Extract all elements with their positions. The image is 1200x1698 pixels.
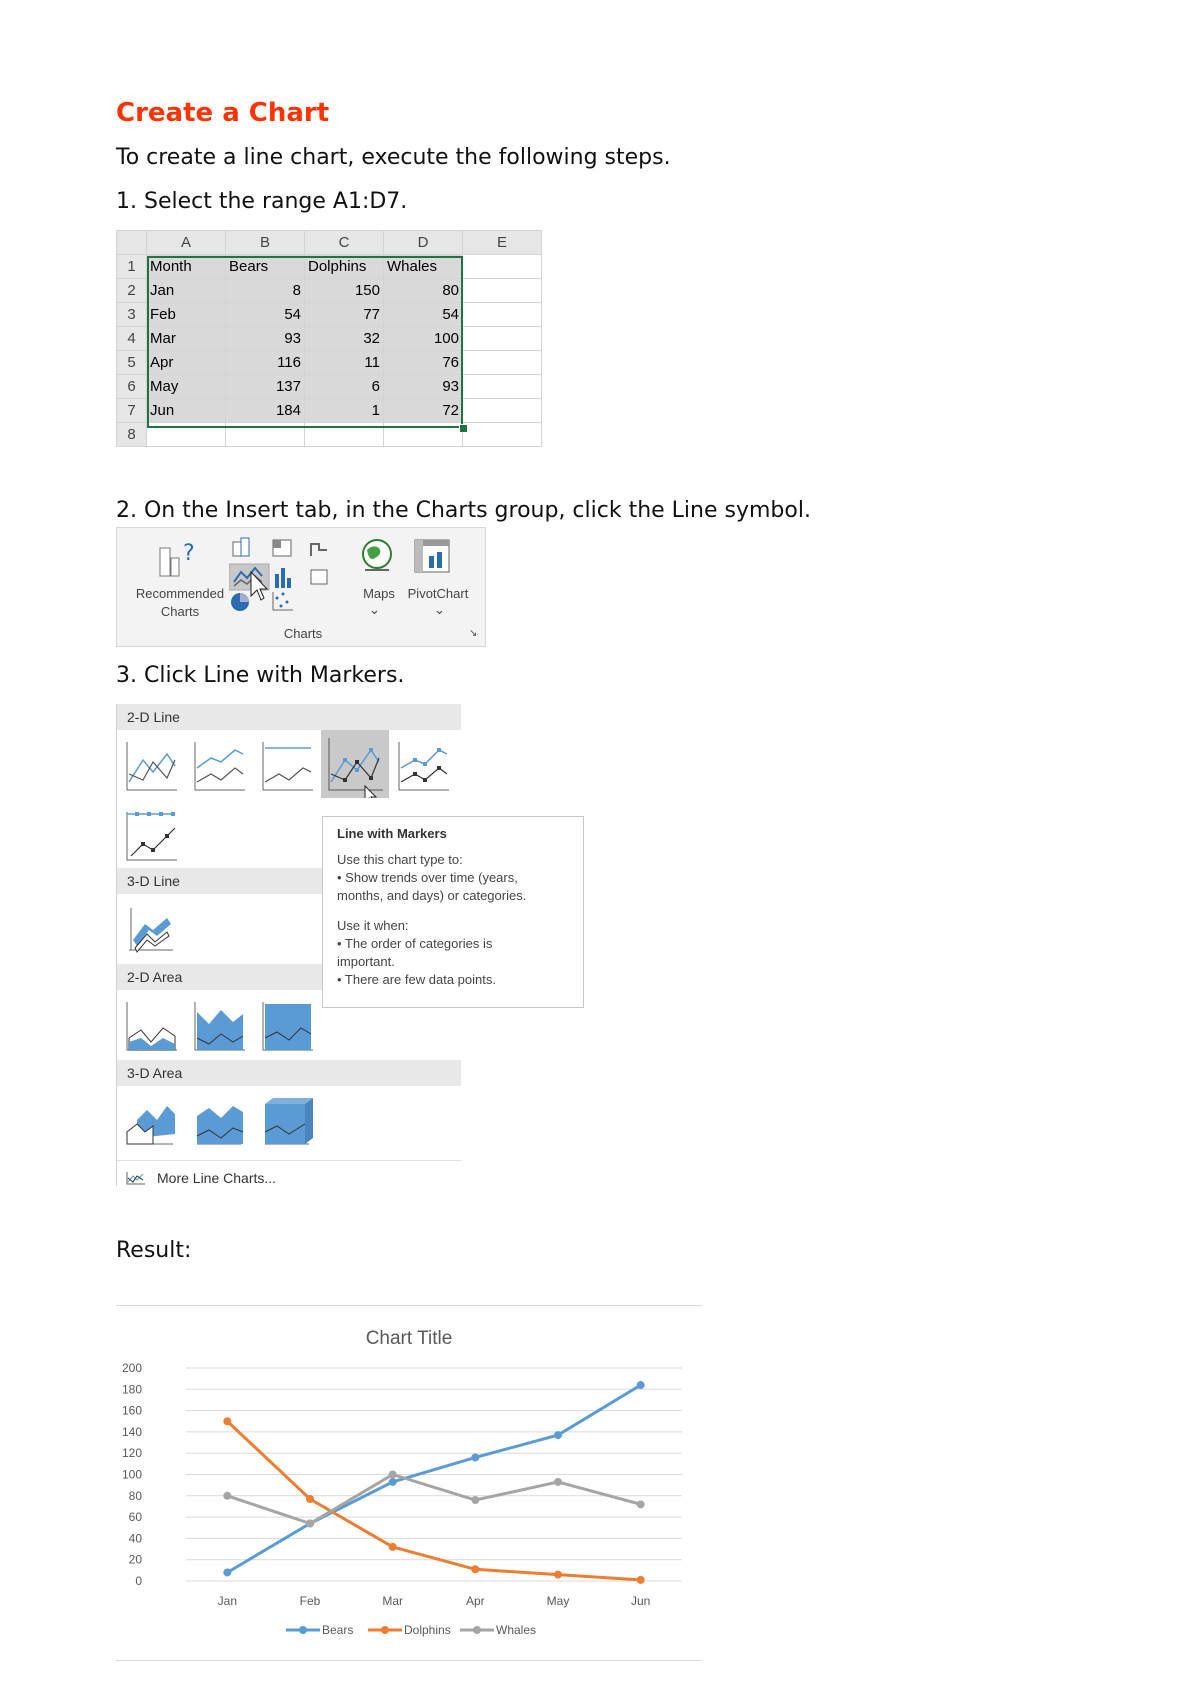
- select-all-corner[interactable]: [117, 231, 147, 255]
- cell[interactable]: 100: [384, 327, 463, 351]
- column-header-a[interactable]: A: [147, 231, 226, 255]
- section-3d-line: 3-D Line: [117, 868, 461, 894]
- cell[interactable]: [463, 423, 542, 447]
- data-point-whales: [223, 1492, 231, 1500]
- cell[interactable]: 137: [226, 375, 305, 399]
- cell[interactable]: 1: [305, 399, 384, 423]
- result-chart-area: [116, 1305, 702, 1661]
- cell[interactable]: 11: [305, 351, 384, 375]
- cell[interactable]: 72: [384, 399, 463, 423]
- area-chart-icon[interactable]: [123, 998, 179, 1054]
- cell[interactable]: [463, 327, 542, 351]
- 3d-area-chart-icon[interactable]: [123, 1092, 179, 1148]
- line-with-markers-tooltip: [322, 816, 584, 1008]
- line-chart-icon[interactable]: [123, 738, 179, 794]
- data-point-bears: [554, 1431, 562, 1439]
- cell[interactable]: 77: [305, 303, 384, 327]
- cell[interactable]: Month: [147, 255, 226, 279]
- y-tick-label: 60: [128, 1510, 142, 1525]
- row-header[interactable]: 4: [117, 327, 147, 351]
- row-header[interactable]: 1: [117, 255, 147, 279]
- 3d-100-stacked-area-chart-icon[interactable]: [259, 1092, 315, 1148]
- tooltip-title: Line with Markers: [337, 826, 447, 841]
- y-tick-label: 140: [121, 1424, 142, 1439]
- data-point-dolphins: [554, 1571, 562, 1579]
- cell[interactable]: 76: [384, 351, 463, 375]
- cell[interactable]: 184: [226, 399, 305, 423]
- legend-marker: [473, 1626, 481, 1634]
- data-point-whales: [554, 1478, 562, 1486]
- row-header[interactable]: 3: [117, 303, 147, 327]
- recommended-charts-icon[interactable]: [157, 538, 203, 578]
- step-1-text: 1. Select the range A1:D7.: [116, 189, 408, 214]
- legend-marker: [299, 1626, 307, 1634]
- more-line-charts-link[interactable]: More Line Charts...: [157, 1170, 277, 1186]
- tooltip-line: Use this chart type to:: [337, 852, 463, 867]
- series-line-whales: [227, 1475, 640, 1524]
- cell[interactable]: 80: [384, 279, 463, 303]
- y-tick-label: 180: [121, 1382, 142, 1397]
- 3d-line-chart-icon[interactable]: [123, 900, 179, 956]
- series-line-dolphins: [227, 1421, 640, 1580]
- cell[interactable]: [463, 351, 542, 375]
- tooltip-line: important.: [337, 954, 395, 969]
- cell[interactable]: Jan: [147, 279, 226, 303]
- chart-type-buttons[interactable]: [229, 536, 349, 616]
- cell[interactable]: Feb: [147, 303, 226, 327]
- cell[interactable]: [463, 255, 542, 279]
- y-tick-label: 80: [128, 1488, 142, 1503]
- legend-label: Bears: [322, 1623, 354, 1637]
- data-point-dolphins: [389, 1543, 397, 1551]
- result-label: Result:: [116, 1238, 192, 1263]
- recommended-charts-label-2[interactable]: Charts: [160, 604, 200, 619]
- cell[interactable]: Whales: [384, 255, 463, 279]
- maps-dropdown-icon[interactable]: ⌄: [369, 602, 380, 617]
- cell[interactable]: Dolphins: [305, 255, 384, 279]
- pivotchart-label[interactable]: PivotChart: [407, 586, 469, 601]
- 100-stacked-line-markers-icon[interactable]: [123, 808, 179, 864]
- row-header[interactable]: 2: [117, 279, 147, 303]
- y-tick-label: 160: [121, 1403, 142, 1418]
- legend-label: Whales: [496, 1623, 537, 1637]
- cell[interactable]: Mar: [147, 327, 226, 351]
- 100-stacked-line-chart-icon[interactable]: [259, 738, 315, 794]
- x-tick-label: Jan: [217, 1594, 238, 1608]
- y-tick-label: 100: [121, 1467, 142, 1482]
- 100-stacked-area-chart-icon[interactable]: [259, 998, 315, 1054]
- cell[interactable]: 93: [384, 375, 463, 399]
- data-point-whales: [471, 1496, 479, 1504]
- y-tick-label: 20: [128, 1552, 142, 1567]
- tooltip-line: months, and days) or categories.: [337, 888, 527, 903]
- dialog-launcher-icon[interactable]: ↘: [469, 628, 478, 639]
- cell[interactable]: 32: [305, 327, 384, 351]
- row-header[interactable]: 5: [117, 351, 147, 375]
- x-tick-label: Jun: [630, 1594, 651, 1608]
- cell[interactable]: Apr: [147, 351, 226, 375]
- row-header[interactable]: 7: [117, 399, 147, 423]
- page-title: Create a Chart: [116, 98, 330, 128]
- data-point-bears: [389, 1478, 397, 1486]
- cell[interactable]: 116: [226, 351, 305, 375]
- data-point-bears: [223, 1568, 231, 1576]
- intro-text: To create a line chart, execute the following steps.: [116, 145, 671, 170]
- cell[interactable]: 6: [305, 375, 384, 399]
- data-point-dolphins: [223, 1417, 231, 1425]
- maps-label[interactable]: Maps: [363, 586, 395, 601]
- tooltip-line: • The order of categories is: [337, 936, 493, 951]
- data-point-whales: [637, 1500, 645, 1508]
- charts-ribbon-group: [116, 527, 486, 647]
- section-2d-line: 2-D Line: [117, 704, 461, 730]
- legend-label: Dolphins: [404, 1623, 451, 1637]
- data-point-whales: [389, 1471, 397, 1479]
- 3d-stacked-area-chart-icon[interactable]: [191, 1092, 247, 1148]
- data-point-dolphins: [306, 1495, 314, 1503]
- more-line-charts-icon: [125, 1170, 147, 1186]
- svg-text:?: ?: [183, 541, 195, 566]
- tooltip-line: Use it when:: [337, 918, 409, 933]
- stacked-line-chart-icon[interactable]: [191, 738, 247, 794]
- x-tick-label: Feb: [299, 1594, 321, 1608]
- y-tick-label: 0: [135, 1574, 142, 1588]
- cell[interactable]: May: [147, 375, 226, 399]
- y-tick-label: 40: [128, 1531, 142, 1546]
- stacked-area-chart-icon[interactable]: [191, 998, 247, 1054]
- line-with-markers-icon[interactable]: [321, 730, 389, 798]
- row-header[interactable]: 8: [117, 423, 147, 447]
- charts-group-label: Charts: [283, 626, 323, 641]
- recommended-charts-label-1[interactable]: Recommended: [135, 586, 225, 601]
- section-2d-area: 2-D Area: [117, 964, 461, 990]
- step-2-text: 2. On the Insert tab, in the Charts group, click the Line symbol.: [116, 498, 811, 523]
- column-header-b[interactable]: B: [226, 231, 305, 255]
- column-header-d[interactable]: D: [384, 231, 463, 255]
- cell[interactable]: Jun: [147, 399, 226, 423]
- cell[interactable]: Bears: [226, 255, 305, 279]
- data-point-dolphins: [637, 1576, 645, 1584]
- cell[interactable]: 93: [226, 327, 305, 351]
- step-3-text: 3. Click Line with Markers.: [116, 663, 405, 688]
- x-tick-label: Apr: [465, 1594, 485, 1608]
- cell[interactable]: [463, 375, 542, 399]
- y-tick-label: 200: [121, 1361, 142, 1375]
- cell[interactable]: [463, 279, 542, 303]
- fill-handle[interactable]: [459, 424, 468, 433]
- cell[interactable]: [463, 399, 542, 423]
- selection-border: [147, 256, 463, 428]
- pivotchart-dropdown-icon[interactable]: ⌄: [434, 602, 445, 617]
- cell[interactable]: 54: [226, 303, 305, 327]
- legend-marker: [381, 1626, 389, 1634]
- cell[interactable]: 54: [384, 303, 463, 327]
- section-3d-area: 3-D Area: [117, 1060, 461, 1086]
- tooltip-line: • There are few data points.: [337, 972, 496, 987]
- tooltip-line: • Show trends over time (years,: [337, 870, 518, 885]
- data-point-bears: [637, 1381, 645, 1389]
- x-tick-label: Mar: [382, 1594, 404, 1608]
- column-header-e[interactable]: E: [463, 231, 542, 255]
- stacked-line-markers-icon[interactable]: [395, 738, 451, 794]
- data-point-bears: [471, 1453, 479, 1461]
- cell[interactable]: [463, 303, 542, 327]
- maps-globe-icon[interactable]: [359, 536, 395, 576]
- row-header[interactable]: 6: [117, 375, 147, 399]
- cell[interactable]: 8: [226, 279, 305, 303]
- x-tick-label: May: [546, 1594, 570, 1608]
- column-header-c[interactable]: C: [305, 231, 384, 255]
- chart-title: Chart Title: [365, 1328, 453, 1349]
- pivotchart-icon[interactable]: [413, 538, 453, 576]
- cell[interactable]: 150: [305, 279, 384, 303]
- data-point-whales: [306, 1519, 314, 1527]
- line-chart: [116, 1306, 702, 1660]
- data-point-dolphins: [471, 1565, 479, 1573]
- y-tick-label: 120: [121, 1446, 142, 1461]
